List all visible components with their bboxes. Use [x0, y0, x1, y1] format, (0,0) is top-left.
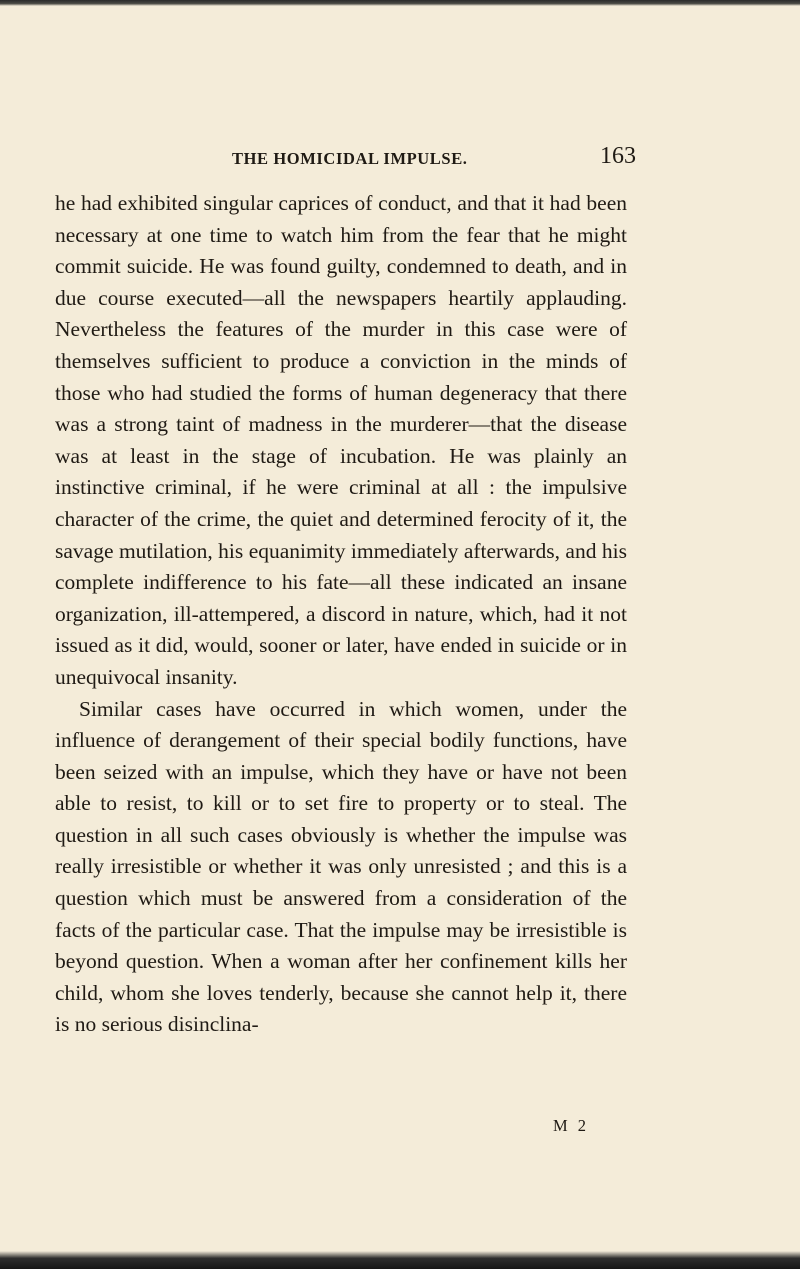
running-head: THE HOMICIDAL IMPULSE.	[232, 149, 468, 168]
page-header	[0, 143, 800, 173]
signature-mark: M 2	[553, 1116, 590, 1135]
paragraph-2: Similar cases have occurred in which women, under the influence of derangement of their special bodily functions, have been seized with an impulse, which they have or have not been able to resist, to kill or to set fire to property or to steal. The question in all such cases obviously is whether the impulse was really irresistible or whether it was only unresisted ; and this is a question which must be answered from a consideration of the facts of the particular case. That the impulse may be irresistible is beyond question. When a woman after her confinement kills her child, whom she loves tenderly, because she cannot help it, there is no serious disinclina-	[55, 696, 627, 1037]
paragraph-1: he had exhibited singular caprices of conduct, and that it had been necessary at one time to watch him from the fear that he might commit suicide. He was found guilty, condemned to death, and in due course executed—all the newspapers heartily applauding. Nevertheless the features of the murder in this case were of themselves sufficient to produce a conviction in the minds of those who had studied the forms of human degeneracy that there was a strong taint of madness in the murderer—that the disease was at least in the stage of incubation. He was plainly an instinctive criminal, if he were criminal at all : the impulsive character of the crime, the quiet and determined ferocity of it, the savage mutilation, his equanimity immediately afterwards, and his complete indifference to his fate—all these indicated an insane organization, ill-attempered, a discord in nature, which, had it not issued as it did, would, sooner or later, have ended in suicide or in unequivocal insanity.	[55, 191, 627, 689]
page-number: 163	[600, 143, 636, 169]
body-text	[55, 188, 627, 1041]
page-top-edge	[0, 0, 800, 6]
page-bottom-edge	[0, 1251, 800, 1269]
